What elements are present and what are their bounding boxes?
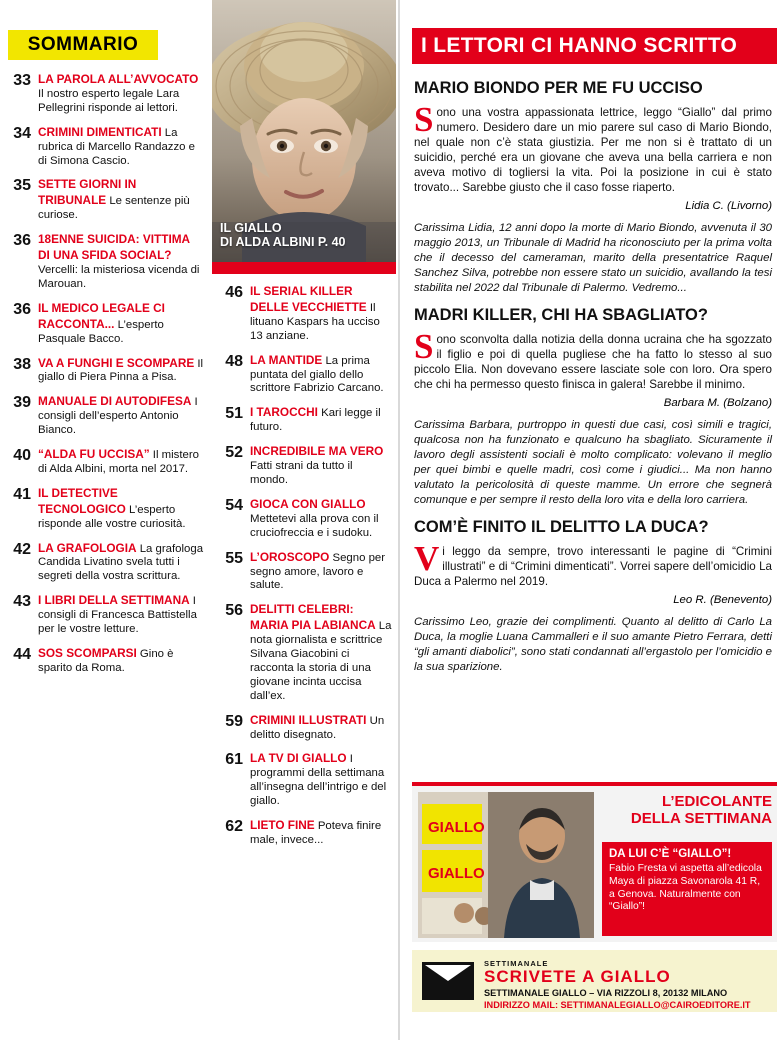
column-divider (398, 0, 400, 1040)
toc-text (38, 72, 204, 116)
toc-headline: LA PAROLA ALL’AVVOCATO (38, 72, 199, 86)
toc-headline: “ALDA FU UCCISA” (38, 447, 150, 462)
toc-entry[interactable] (220, 713, 392, 743)
letter-dropcap: V (414, 539, 440, 579)
middle-column (212, 0, 396, 1040)
toc-page-number: 56 (225, 602, 243, 620)
toc-page-number: 59 (225, 712, 243, 730)
letters-header (412, 28, 777, 64)
toc-page-number: 51 (225, 405, 243, 423)
letters-column (404, 0, 777, 1040)
toc-headline: 18ENNE SUICIDA: VITTIMA DI UNA SFIDA SOCIAL? (38, 232, 190, 263)
toc-page-number: 61 (225, 751, 243, 769)
toc-entry[interactable] (8, 394, 204, 438)
editor-reply: Carissima Lidia, 12 anni dopo la morte di Mario Biondo, avvenuta il 30 maggio 2013, un Tribunale di Madrid ha riconosciuto per la prima volta che il decesso del cameraman, marito della presentatrice Raquel Sanchez Silva, potrebbe non essere stato un suicidio, avallando la tesi stabilita nel 2022 dal Tribunale di Palermo. Vedremo... (414, 222, 772, 294)
letter-headline: COM’È FINITO IL DELITTO LA DUCA? (414, 518, 709, 537)
newsagent-photo-image (418, 792, 594, 938)
toc-description: Gino è sparito da Roma. (38, 648, 174, 674)
toc-entry[interactable] (220, 353, 392, 397)
toc-entry[interactable] (8, 541, 204, 585)
letter-dropcap: S (414, 99, 434, 139)
cover-caption (220, 221, 390, 251)
toc-description: Il lituano Kaspars ha ucciso 13 anziane. (250, 301, 380, 342)
toc-page-number: 36 (13, 232, 31, 250)
letter-body-text: ono una vostra appassionata lettrice, leggo “Giallo” dal primo numero. Desidero dare un mio parere sul caso di Mario Biondo, nel quale non c’è stata giustizia. Per me non si è trattato di un suicidio, perché era un giovane che aveva una bella carriera e non aveva motivo di togliersi la vita. Poi la posizione in cui è stato trovato... Sarebbe giusto che il caso fosse riaperto. (414, 105, 772, 195)
envelope-icon (422, 962, 474, 1000)
svg-text:GIALLO: GIALLO (428, 819, 485, 836)
toc-entry[interactable] (220, 405, 392, 435)
toc-headline: INCREDIBILE MA VERO (250, 444, 384, 459)
toc-page-number: 48 (225, 352, 243, 370)
toc-description: Vercelli: la misteriosa vicenda di Marouan. (38, 263, 200, 290)
toc-text (38, 447, 204, 477)
toc-headline: IL DETECTIVE TECNOLOGICO (38, 485, 126, 516)
toc-entry[interactable] (220, 751, 392, 809)
toc-description: I consigli dell’esperto Antonio Bianco. (38, 396, 198, 437)
cover-photo (212, 0, 396, 262)
toc-text (250, 602, 392, 703)
letter-signature: Barbara M. (Bolzano) (663, 397, 772, 410)
sommario-header (8, 30, 158, 60)
edicolante-title (602, 794, 772, 827)
toc-headline: LA TV DI GIALLO (250, 751, 347, 766)
toc-text (250, 405, 392, 435)
letters-body (414, 80, 772, 687)
toc-text (38, 394, 204, 438)
toc-description: La nota giornalista e scrittrice Silvana Giacobini ci racconta la storia di una giovane incinta uccisa dall’ex. (250, 620, 392, 702)
toc-entry[interactable] (8, 356, 204, 386)
toc-headline: MANUALE DI AUTODIFESA (38, 394, 192, 409)
toc-description: Il mistero di Alda Albini, morta nel 2017. (38, 449, 200, 475)
toc-entry[interactable] (220, 444, 392, 488)
toc-entry[interactable] (8, 301, 204, 347)
toc-text (250, 444, 392, 488)
toc-description: Poteva finire male, invece... (250, 820, 382, 846)
toc-description: Mettetevi alla prova con il cruciofreccia e i sudoku. (250, 512, 379, 539)
toc-text (38, 177, 204, 223)
toc-text (38, 356, 204, 386)
toc-headline: LIETO FINE (250, 818, 315, 833)
edicolante-title-line1: L’EDICOLANTE (661, 793, 772, 810)
toc-entry[interactable] (8, 177, 204, 223)
toc-headline: L’OROSCOPO (250, 549, 330, 564)
toc-entry[interactable] (8, 447, 204, 477)
toc-page-number: 40 (13, 447, 31, 465)
edicolante-photo (418, 792, 594, 938)
letter-headline: MARIO BIONDO PER ME FU UCCISO (414, 79, 703, 97)
toc-entry[interactable] (220, 550, 392, 594)
toc-entry[interactable] (8, 486, 204, 532)
editor-reply: Carissimo Leo, grazie dei complimenti. Quanto al delitto di Carlo La Duca, la moglie Luana Cammalleri e il suo amante Pietro Ferrara, detti “gli amanti diabolici”, sono stati condannati all’ergastolo per l’omicidio e la sua sparizione. (414, 616, 772, 673)
toc-page-number: 44 (13, 646, 31, 663)
toc-page-number: 34 (13, 124, 31, 142)
letter-headline: MADRI KILLER, CHI HA SBAGLIATO? (414, 306, 708, 325)
toc-text (38, 593, 204, 637)
edicolante-title-line2: DELLA SETTIMANA (630, 809, 772, 827)
letter-dropcap: S (414, 327, 434, 367)
toc-text (250, 713, 392, 743)
toc-headline: VA A FUNGHI E SCOMPARE (38, 355, 195, 370)
toc-text (250, 353, 392, 397)
toc-headline: IL SERIAL KILLER DELLE VECCHIETTE (250, 284, 367, 314)
write-kicker: SETTIMANALE (484, 959, 549, 968)
toc-text (250, 497, 392, 541)
toc-entry[interactable] (8, 593, 204, 637)
toc-page-number: 52 (225, 444, 243, 462)
edicolante-badge-box (602, 842, 772, 936)
toc-text (250, 284, 392, 344)
toc-description: La rubrica di Marcello Randazzo e di Simona Cascio. (38, 126, 196, 167)
letter-signature: Lidia C. (Livorno) (685, 200, 772, 213)
toc-page-number: 42 (13, 540, 31, 558)
toc-description: L’esperto risponde alle vostre curiosità. (38, 503, 186, 530)
toc-page-number: 54 (225, 496, 243, 514)
toc-description: Segno per segno amore, lavoro e salute. (250, 551, 386, 592)
toc-headline: IL MEDICO LEGALE CI RACCONTA... (38, 300, 165, 331)
toc-entry[interactable] (8, 646, 204, 676)
sommario-column (0, 0, 212, 1040)
toc-headline: SETTE GIORNI IN TRIBUNALE (38, 177, 137, 208)
cover-caption-line2: DI ALDA ALBINI P. 40 (220, 235, 346, 250)
letters-title: I LETTORI CI HANNO SCRITTO (421, 34, 738, 57)
toc-entry[interactable] (220, 602, 392, 703)
toc-description: Un delitto disegnato. (250, 714, 385, 741)
toc-description: Il nostro esperto legale Lara Pellegrini risponde ai lettori. (38, 87, 180, 114)
toc-description: L’esperto Pasquale Bacco. (38, 318, 164, 345)
toc-headline: CRIMINI DIMENTICATI (38, 124, 162, 139)
toc-headline: LA GRAFOLOGIA (38, 540, 137, 555)
cover-caption-line1: IL GIALLO (220, 220, 282, 235)
toc-text (38, 232, 204, 292)
toc-entry[interactable] (8, 125, 204, 169)
write-to-us-text (484, 959, 770, 1010)
toc-page-number: 46 (225, 284, 243, 301)
toc-page-number: 33 (13, 72, 31, 89)
toc-text (38, 541, 204, 585)
write-address: SETTIMANALE GIALLO – VIA RIZZOLI 8, 20132 MILANO (484, 987, 728, 998)
letter-signature: Leo R. (Benevento) (673, 594, 772, 607)
toc-headline: I TAROCCHI (250, 405, 318, 420)
letter-body (414, 99, 772, 195)
letter-body-text: i leggo da sempre, trovo interessanti le pagine di “Crimini illustrati” e di “Crimini dimenticati”. Vorrei sapere dell’omicidio La Duca a Palermo nel 2019. (414, 545, 772, 589)
toc-text (250, 751, 392, 809)
toc-headline: SOS SCOMPARSI (38, 646, 137, 660)
toc-description: I consigli di Francesca Battistella per le vostre letture. (38, 595, 197, 636)
toc-entry[interactable] (8, 72, 204, 116)
toc-page-number: 41 (13, 485, 31, 503)
toc-page-number: 39 (13, 394, 31, 412)
letter-body (414, 539, 772, 589)
toc-text (250, 550, 392, 594)
toc-entry[interactable] (220, 497, 392, 541)
toc-page-number: 38 (13, 355, 31, 373)
toc-entry[interactable] (220, 818, 392, 848)
edicolante-box (412, 782, 777, 942)
toc-page-number: 55 (225, 549, 243, 567)
toc-page-number: 43 (13, 593, 31, 611)
toc-description: Kari legge il futuro. (250, 407, 381, 434)
toc-text (38, 125, 204, 169)
write-to-us-box (412, 950, 777, 1012)
sommario-list-right (220, 284, 392, 857)
toc-headline: I LIBRI DELLA SETTIMANA (38, 593, 190, 608)
edicolante-badge: DA LUI C’È “GIALLO”! (609, 848, 732, 860)
toc-text (38, 301, 204, 347)
toc-description: Le sentenze più curiose. (38, 195, 190, 222)
toc-description: I programmi della settimana all’insegna dell’intrigo e del giallo. (250, 753, 387, 808)
toc-entry[interactable] (220, 284, 392, 344)
toc-page-number: 36 (13, 300, 31, 318)
toc-text (38, 486, 204, 532)
toc-headline: LA MANTIDE (250, 352, 323, 367)
toc-description: La prima puntata del giallo dello scrittore Fabrizio Carcano. (250, 354, 384, 395)
toc-text (250, 818, 392, 848)
editor-reply: Carissima Barbara, purtroppo in questi due casi, così simili e tragici, qualcosa non ha funzionato e qualcuno ha sbagliato. Sicuramente il lavoro degli assistenti sociali è molto complicato: volevano il meglio per quei bimbi e quelle madri, così come i giudici... Ma non hanno valutato la pericolosità di queste mamme. Un errore che segnerà comunque e per sempre il resto della loro vita e della loro carriera. (414, 419, 772, 506)
toc-headline: GIOCA CON GIALLO (250, 496, 366, 511)
toc-description: Il giallo di Piera Pinna a Pisa. (38, 357, 204, 384)
write-mail: INDIRIZZO MAIL: SETTIMANALEGIALLO@CAIROEDITORE.IT (484, 999, 751, 1010)
sommario-title: SOMMARIO (27, 34, 139, 55)
red-divider-bar (212, 262, 396, 274)
toc-page-number: 62 (225, 818, 243, 836)
toc-text (38, 646, 204, 676)
toc-description: La grafologa Candida Livatino svela tutti i segreti della vostra scrittura. (38, 542, 204, 583)
letter-body-text: ono sconvolta dalla notizia della donna ucraina che ha sgozzato il figlio e poi di quella pugliese che ha fatto lo stesso al suo piccolo Elia. Non dovevano essere lasciate sole con loro. Ora spero che chi ha permesso questo finisca in galera! Sarebbe il minimo. (414, 333, 772, 392)
toc-headline: CRIMINI ILLUSTRATI (250, 712, 367, 727)
edicolante-text: Fabio Fresta vi aspetta all’edicola Maya di piazza Savonarola 41 R, a Genova. Naturalmente con “Giallo”! (609, 863, 762, 913)
letter-body (414, 327, 772, 392)
svg-text:GIALLO: GIALLO (428, 865, 485, 882)
toc-entry[interactable] (8, 232, 204, 292)
write-title: SCRIVETE A GIALLO (484, 967, 671, 986)
sommario-list-left (8, 72, 204, 685)
toc-page-number: 35 (13, 177, 31, 195)
toc-description: Fatti strani da tutto il mondo. (250, 460, 353, 486)
toc-headline: DELITTI CELEBRI: MARIA PIA LABIANCA (250, 602, 376, 633)
